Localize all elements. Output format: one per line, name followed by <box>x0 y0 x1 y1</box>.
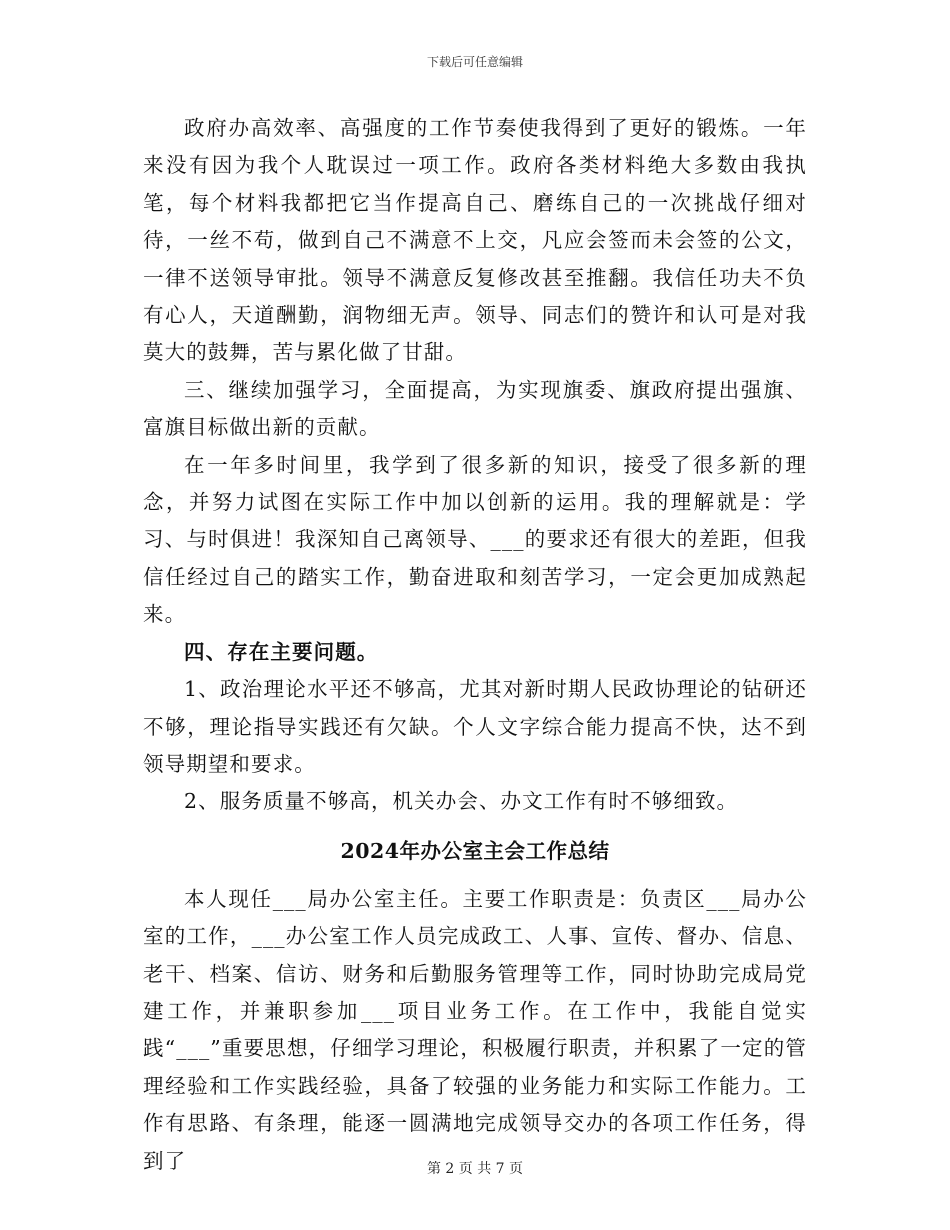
section-title: 2024年办公室主会工作总结 <box>340 838 610 863</box>
paragraph-section-three: 三、继续加强学习，全面提高，为实现旗委、旗政府提出强旗、富旗目标做出新的贡献。 <box>143 377 807 440</box>
paragraph-work-rhythm: 政府办高效率、高强度的工作节奏使我得到了更好的锻炼。一年来没有因为我个人耽误过一项工作。政府各类材料绝大多数由我执笔，每个材料我都把它当作提高自己、磨练自己的一次挑战仔细对待，一丝不苟，做到自己不满意不上交，凡应会签而未会签的公文，一律不送领导审批。领导不满意反复修改甚至推翻。我信任功夫不负有心人，天道酬勤，润物细无声。领导、同志们的赞许和认可是对我莫大的鼓舞，苦与累化做了甘甜。 <box>143 116 807 365</box>
paragraph-office-director: 本人现任___局办公室主任。主要工作职责是：负责区___局办公室的工作，___办公室工作人员完成政工、人事、宣传、督办、信息、老干、档案、信访、财务和后勤服务管理等工作，同时协助完成局党建工作，并兼职参加___项目业务工作。在工作中，我能自觉实践“___”重要思想，仔细学习理论，积极履行职责，并积累了一定的管理经验和工作实践经验，具备了较强的业务能力和实际工作能力。工作有思路、有条理，能逐一圆满地完成领导交办的各项工作任务，得到了 <box>143 886 807 1173</box>
paragraph-learning: 在一年多时间里，我学到了很多新的知识，接受了很多新的理念，并努力试图在实际工作中加以创新的运用。我的理解就是：学习、与时俱进！我深知自己离领导、___的要求还有很大的差距，但我信任经过自己的踏实工作，勤奋进取和刻苦学习，一定会更加成熟起来。 <box>143 452 807 627</box>
heading-main-problems: 四、存在主要问题。 <box>184 639 379 664</box>
page-number: 第 2 页 共 7 页 <box>426 1161 524 1177</box>
document-body <box>143 110 807 1180</box>
header-note: 下载后可任意编辑 <box>426 55 523 69</box>
paragraph-problem-two: 2、服务质量不够高，机关办会、办文工作有时不够细致。 <box>184 789 739 814</box>
paragraph-problem-one: 1、政治理论水平还不够高，尤其对新时期人民政协理论的钻研还不够，理论指导实践还有欠缺。个人文字综合能力提高不快，达不到领导期望和要求。 <box>143 677 807 776</box>
